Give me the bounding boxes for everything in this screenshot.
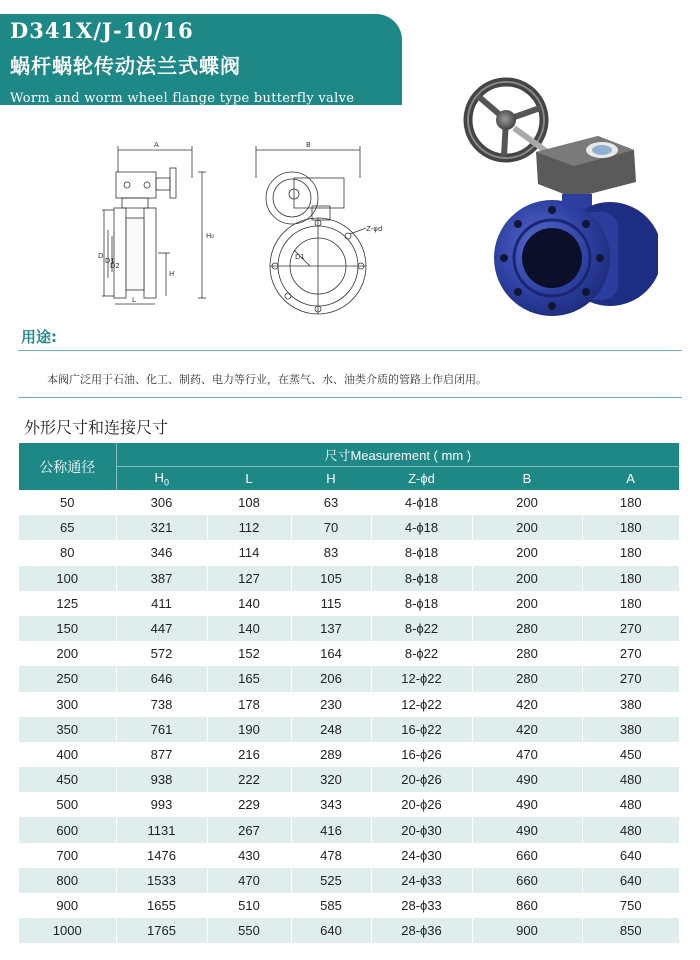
table-cell-dn: 200	[19, 641, 116, 666]
table-cell-z: 20-ϕ26	[371, 767, 472, 792]
table-cell-a: 450	[582, 742, 679, 767]
table-row	[19, 692, 679, 717]
table-cell-b: 200	[472, 591, 582, 616]
table-cell-dn: 800	[19, 868, 116, 893]
table-cell-b: 660	[472, 843, 582, 868]
table-cell-l: 127	[207, 566, 291, 591]
table-cell-l: 267	[207, 817, 291, 842]
table-row	[19, 591, 679, 616]
table-cell-dn: 600	[19, 817, 116, 842]
table-cell-h: 115	[291, 591, 371, 616]
table-cell-z: 28-ϕ33	[371, 893, 472, 918]
dimensions-heading: 外形尺寸和连接尺寸	[24, 418, 169, 437]
table-row	[19, 666, 679, 691]
table-cell-dn: 250	[19, 666, 116, 691]
front-view-drawing	[250, 138, 400, 320]
table-cell-dn: 125	[19, 591, 116, 616]
table-cell-l: 550	[207, 918, 291, 943]
table-cell-h0: 738	[116, 692, 207, 717]
label-d: D	[98, 252, 104, 260]
usage-heading: 用途:	[21, 328, 57, 346]
table-cell-dn: 1000	[19, 918, 116, 943]
table-cell-b: 860	[472, 893, 582, 918]
table-cell-h: 105	[291, 566, 371, 591]
table-cell-dn: 65	[19, 515, 116, 540]
table-cell-l: 216	[207, 742, 291, 767]
table-cell-a: 640	[582, 868, 679, 893]
table-cell-h0: 646	[116, 666, 207, 691]
table-cell-h0: 387	[116, 566, 207, 591]
label-a: A	[154, 141, 159, 149]
table-cell-l: 152	[207, 641, 291, 666]
table-cell-dn: 150	[19, 616, 116, 641]
table-cell-a: 480	[582, 817, 679, 842]
table-row	[19, 540, 679, 565]
table-row	[19, 817, 679, 842]
table-cell-h0: 761	[116, 717, 207, 742]
table-cell-a: 480	[582, 792, 679, 817]
table-cell-h0: 877	[116, 742, 207, 767]
table-cell-z: 20-ϕ26	[371, 792, 472, 817]
table-cell-a: 850	[582, 918, 679, 943]
table-cell-l: 510	[207, 893, 291, 918]
table-cell-z: 16-ϕ26	[371, 742, 472, 767]
table-cell-h: 70	[291, 515, 371, 540]
table-cell-h0: 321	[116, 515, 207, 540]
table-cell-l: 108	[207, 490, 291, 515]
table-cell-dn: 80	[19, 540, 116, 565]
table-row	[19, 641, 679, 666]
table-cell-dn: 300	[19, 692, 116, 717]
label-h0: H₀	[206, 232, 215, 240]
table-cell-dn: 50	[19, 490, 116, 515]
table-cell-a: 270	[582, 666, 679, 691]
table-row	[19, 843, 679, 868]
table-row	[19, 490, 679, 515]
table-row	[19, 515, 679, 540]
table-cell-h: 640	[291, 918, 371, 943]
table-row	[19, 792, 679, 817]
table-cell-dn: 500	[19, 792, 116, 817]
table-cell-h0: 1655	[116, 893, 207, 918]
table-cell-b: 900	[472, 918, 582, 943]
table-cell-h: 83	[291, 540, 371, 565]
table-cell-b: 490	[472, 767, 582, 792]
table-cell-a: 180	[582, 515, 679, 540]
header-l: L	[207, 467, 291, 491]
table-cell-a: 180	[582, 490, 679, 515]
header-nominal-diameter: 公称通径	[19, 443, 116, 490]
table-cell-h: 585	[291, 893, 371, 918]
table-cell-a: 180	[582, 566, 679, 591]
label-d1-front: D1	[295, 253, 305, 261]
table-cell-a: 750	[582, 893, 679, 918]
table-cell-dn: 450	[19, 767, 116, 792]
table-cell-h0: 1533	[116, 868, 207, 893]
table-cell-h0: 1765	[116, 918, 207, 943]
table-cell-a: 270	[582, 616, 679, 641]
table-cell-b: 280	[472, 666, 582, 691]
table-row	[19, 918, 679, 943]
label-z-phi-d: Z-φd	[366, 225, 383, 233]
model-code: D341X/J-10/16	[10, 18, 194, 43]
divider	[18, 350, 682, 351]
table-cell-h0: 346	[116, 540, 207, 565]
table-cell-dn: 400	[19, 742, 116, 767]
header-b: B	[472, 467, 582, 491]
table-cell-a: 480	[582, 767, 679, 792]
table-cell-z: 12-ϕ22	[371, 692, 472, 717]
table-cell-l: 165	[207, 666, 291, 691]
table-cell-z: 24-ϕ33	[371, 868, 472, 893]
label-b: B	[306, 141, 311, 149]
table-row	[19, 616, 679, 641]
table-cell-z: 8-ϕ18	[371, 591, 472, 616]
table-cell-b: 200	[472, 566, 582, 591]
table-cell-h: 289	[291, 742, 371, 767]
table-cell-h: 478	[291, 843, 371, 868]
table-row	[19, 868, 679, 893]
table-cell-l: 430	[207, 843, 291, 868]
header-a: A	[582, 467, 679, 491]
table-cell-dn: 100	[19, 566, 116, 591]
header-h0: $H_0$	[116, 467, 207, 491]
dimensions-table-body	[19, 490, 679, 943]
header-z-phi-d: Z-ϕd	[371, 467, 472, 491]
table-cell-h: 416	[291, 817, 371, 842]
table-row	[19, 893, 679, 918]
table-cell-h: 320	[291, 767, 371, 792]
table-cell-a: 380	[582, 692, 679, 717]
table-cell-a: 380	[582, 717, 679, 742]
table-cell-b: 280	[472, 641, 582, 666]
table-cell-l: 140	[207, 591, 291, 616]
table-cell-l: 112	[207, 515, 291, 540]
table-cell-b: 660	[472, 868, 582, 893]
table-cell-h: 206	[291, 666, 371, 691]
label-d2: D2	[110, 262, 120, 270]
table-cell-b: 200	[472, 515, 582, 540]
table-cell-z: 4-ϕ18	[371, 515, 472, 540]
product-title-en: Worm and worm wheel flange type butterfly valve	[10, 91, 355, 106]
table-cell-z: 24-ϕ30	[371, 843, 472, 868]
table-cell-z: 20-ϕ30	[371, 817, 472, 842]
table-cell-a: 640	[582, 843, 679, 868]
label-h: H	[169, 270, 175, 278]
table-cell-h0: 411	[116, 591, 207, 616]
table-cell-h: 343	[291, 792, 371, 817]
table-cell-z: 8-ϕ22	[371, 641, 472, 666]
table-cell-h: 63	[291, 490, 371, 515]
table-cell-z: 8-ϕ18	[371, 566, 472, 591]
table-cell-h: 137	[291, 616, 371, 641]
table-cell-h: 248	[291, 717, 371, 742]
table-cell-h0: 572	[116, 641, 207, 666]
table-cell-a: 180	[582, 591, 679, 616]
table-cell-h0: 993	[116, 792, 207, 817]
table-cell-z: 8-ϕ18	[371, 540, 472, 565]
table-cell-b: 470	[472, 742, 582, 767]
table-cell-z: 28-ϕ36	[371, 918, 472, 943]
side-view-drawing	[72, 138, 222, 308]
table-cell-l: 190	[207, 717, 291, 742]
table-cell-l: 140	[207, 616, 291, 641]
table-cell-b: 200	[472, 490, 582, 515]
table-cell-l: 222	[207, 767, 291, 792]
table-cell-l: 229	[207, 792, 291, 817]
table-cell-dn: 350	[19, 717, 116, 742]
table-row	[19, 717, 679, 742]
product-title-cn: 蜗杆蜗轮传动法兰式蝶阀	[10, 54, 241, 78]
table-cell-h0: 938	[116, 767, 207, 792]
table-cell-b: 280	[472, 616, 582, 641]
divider	[18, 397, 682, 398]
table-cell-b: 420	[472, 717, 582, 742]
table-cell-z: 16-ϕ22	[371, 717, 472, 742]
table-cell-h0: 447	[116, 616, 207, 641]
table-row	[19, 742, 679, 767]
dimensions-table	[19, 443, 679, 943]
table-cell-h: 164	[291, 641, 371, 666]
table-cell-l: 470	[207, 868, 291, 893]
table-row	[19, 566, 679, 591]
table-cell-l: 178	[207, 692, 291, 717]
table-cell-h: 525	[291, 868, 371, 893]
table-cell-z: 4-ϕ18	[371, 490, 472, 515]
table-row	[19, 767, 679, 792]
table-cell-h: 230	[291, 692, 371, 717]
table-cell-l: 114	[207, 540, 291, 565]
table-cell-h0: 1131	[116, 817, 207, 842]
header-measurement-group: 尺寸Measurement ( mm )	[116, 443, 679, 467]
table-cell-b: 420	[472, 692, 582, 717]
table-cell-h0: 1476	[116, 843, 207, 868]
table-cell-b: 490	[472, 817, 582, 842]
label-d1: D1	[105, 257, 115, 265]
table-cell-z: 12-ϕ22	[371, 666, 472, 691]
label-l: L	[132, 296, 136, 304]
table-cell-dn: 700	[19, 843, 116, 868]
table-cell-dn: 900	[19, 893, 116, 918]
title-banner	[0, 14, 402, 105]
table-cell-b: 490	[472, 792, 582, 817]
usage-description: 本阀广泛用于石油、化工、制药、电力等行业，在蒸气、水、油类介质的管路上作启闭用。	[47, 373, 487, 386]
table-cell-h0: 306	[116, 490, 207, 515]
table-cell-a: 270	[582, 641, 679, 666]
table-cell-a: 180	[582, 540, 679, 565]
table-cell-b: 200	[472, 540, 582, 565]
header-h: H	[291, 467, 371, 491]
table-cell-z: 8-ϕ22	[371, 616, 472, 641]
butterfly-valve-photo	[458, 72, 658, 322]
